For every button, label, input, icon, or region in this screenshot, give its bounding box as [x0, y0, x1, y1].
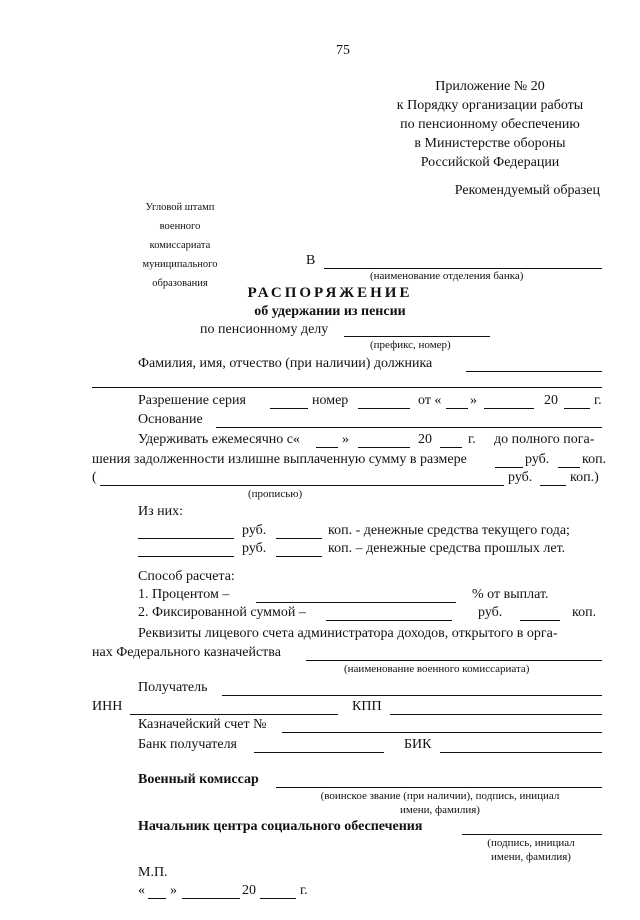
addressee-prefix: В: [306, 253, 316, 268]
of-them-label: Из них:: [138, 504, 184, 519]
requisites-line-1: Реквизиты лицевого счета администратора доходов, открытого в орга-: [138, 626, 558, 641]
head-center-label: Начальник центра социального обеспечения: [138, 819, 423, 834]
withhold-rub-field[interactable]: [495, 467, 523, 468]
withhold-amount-label: шения задолженности излишне выплаченную сумму в размере: [92, 452, 467, 467]
permit-year-prefix: 20: [544, 393, 558, 408]
kpp-label: КПП: [352, 699, 382, 714]
date-close-quote: »: [170, 883, 177, 898]
date-year-prefix: 20: [242, 883, 256, 898]
calc-percent-field[interactable]: [256, 602, 456, 603]
amount-words-rub: руб.: [508, 470, 533, 485]
basis-field[interactable]: [216, 427, 602, 428]
calc-fixed-kop: коп.: [572, 605, 597, 620]
permit-month-field[interactable]: [484, 408, 534, 409]
pension-case-label: по пенсионному делу: [200, 322, 329, 337]
bank-branch-field[interactable]: [324, 268, 602, 269]
date-year-suffix: г.: [300, 883, 308, 898]
corner-stamp-caption: [120, 198, 240, 293]
amount-words-kop-field[interactable]: [540, 485, 566, 486]
bank-branch-caption: (наименование отделения банка): [370, 270, 524, 282]
treasury-name-field[interactable]: [306, 660, 602, 661]
calc-method-label: Способ расчета:: [138, 569, 235, 584]
head-signature-field[interactable]: [462, 834, 602, 835]
inn-field[interactable]: [130, 714, 338, 715]
treasury-name-caption: (наименование военного комиссариата): [344, 663, 530, 675]
amount-words-field[interactable]: [100, 485, 504, 486]
permit-number-field[interactable]: [358, 408, 410, 409]
calc-fixed-label: 2. Фиксированной суммой –: [138, 605, 306, 620]
appendix-line-5: Российской Федерации: [420, 155, 560, 170]
withhold-day-field[interactable]: [316, 447, 338, 448]
withhold-tail: до полного пога-: [494, 432, 595, 447]
withhold-year-field[interactable]: [440, 447, 462, 448]
stamp-line-4: муниципального: [142, 259, 218, 270]
permit-date-open: от «: [418, 393, 442, 408]
bik-field[interactable]: [440, 752, 602, 753]
calc-fixed-rub-field[interactable]: [326, 620, 452, 621]
permit-year-field[interactable]: [564, 408, 590, 409]
page-number: 75: [336, 43, 350, 58]
bik-label: БИК: [404, 737, 432, 752]
stamp-line-5: образования: [152, 278, 208, 289]
date-day-field[interactable]: [148, 898, 166, 899]
withhold-kop-unit: коп.: [582, 452, 607, 467]
head-caption-2: имени, фамилия): [491, 851, 571, 863]
treasury-account-label: Казначейский счет №: [138, 717, 267, 732]
current-year-kop: коп. - денежные средства текущего года;: [328, 523, 570, 538]
calc-fixed-kop-field[interactable]: [520, 620, 560, 621]
treasury-account-field[interactable]: [282, 732, 602, 733]
amount-words-kop: коп.): [570, 470, 599, 485]
date-year-field[interactable]: [260, 898, 296, 899]
basis-label: Основание: [138, 412, 203, 427]
commissar-label: Военный комиссар: [138, 772, 259, 787]
commissar-caption-2: имени, фамилия): [400, 804, 480, 816]
bank-field[interactable]: [254, 752, 384, 753]
past-years-kop: коп. – денежные средства прошлых лет.: [328, 541, 566, 556]
past-years-rub: руб.: [242, 541, 267, 556]
calc-percent-tail: % от выплат.: [472, 587, 549, 602]
commissar-signature-field[interactable]: [276, 787, 602, 788]
calc-fixed-rub: руб.: [478, 605, 503, 620]
withhold-year-prefix: 20: [418, 432, 432, 447]
withhold-year-suffix: г.: [468, 432, 476, 447]
commissar-caption-1: (воинское звание (при наличии), подпись, инициал: [320, 790, 560, 802]
appendix-line-4: в Министерстве обороны: [414, 136, 566, 151]
permit-year-suffix: г.: [594, 393, 602, 408]
permit-number-label: номер: [312, 393, 349, 408]
current-year-kop-field[interactable]: [276, 538, 322, 539]
recipient-label: Получатель: [138, 680, 208, 695]
permit-day-field[interactable]: [446, 408, 468, 409]
debtor-label: Фамилия, имя, отчество (при наличии) должника: [138, 356, 433, 371]
withhold-start-label: Удерживать ежемесячно с«: [138, 432, 300, 447]
bank-label: Банк получателя: [138, 737, 237, 752]
pension-case-caption: (префикс, номер): [370, 339, 451, 351]
appendix-number: Приложение № 20: [435, 79, 545, 94]
date-open-quote: «: [138, 883, 145, 898]
document-title: РАСПОРЯЖЕНИЕ: [247, 285, 413, 301]
stamp-line-3: комиссариата: [149, 240, 211, 251]
seal-place: М.П.: [138, 865, 168, 880]
debtor-field-2[interactable]: [92, 387, 602, 388]
amount-words-caption: (прописью): [248, 488, 303, 500]
recipient-field[interactable]: [222, 695, 602, 696]
recommended-sample: Рекомендуемый образец: [454, 183, 600, 198]
stamp-line-1: Угловой штамп: [145, 202, 215, 213]
debtor-field-1[interactable]: [466, 371, 602, 372]
kpp-field[interactable]: [390, 714, 602, 715]
withhold-kop-field[interactable]: [558, 467, 580, 468]
past-years-kop-field[interactable]: [276, 556, 322, 557]
withhold-month-field[interactable]: [358, 447, 410, 448]
current-year-rub-field[interactable]: [138, 538, 234, 539]
stamp-line-2: военного: [159, 221, 201, 232]
current-year-rub: руб.: [242, 523, 267, 538]
past-years-rub-field[interactable]: [138, 556, 234, 557]
permit-date-close: »: [470, 393, 477, 408]
calc-percent-label: 1. Процентом –: [138, 587, 230, 602]
permit-series-field[interactable]: [270, 408, 308, 409]
permit-series-label: Разрешение серия: [138, 393, 246, 408]
requisites-line-2: нах Федерального казначейства: [92, 645, 281, 660]
withhold-rub-unit: руб.: [525, 452, 550, 467]
date-month-field[interactable]: [182, 898, 240, 899]
amount-words-open: (: [92, 470, 97, 485]
head-caption-1: (подпись, инициал: [487, 837, 575, 849]
inn-label: ИНН: [92, 699, 123, 714]
pension-case-field[interactable]: [344, 336, 490, 337]
appendix-line-2: к Порядку организации работы: [396, 98, 584, 113]
document-subtitle: об удержании из пенсии: [254, 304, 406, 319]
withhold-date-close: »: [342, 432, 349, 447]
appendix-line-3: по пенсионному обеспечению: [400, 117, 580, 132]
